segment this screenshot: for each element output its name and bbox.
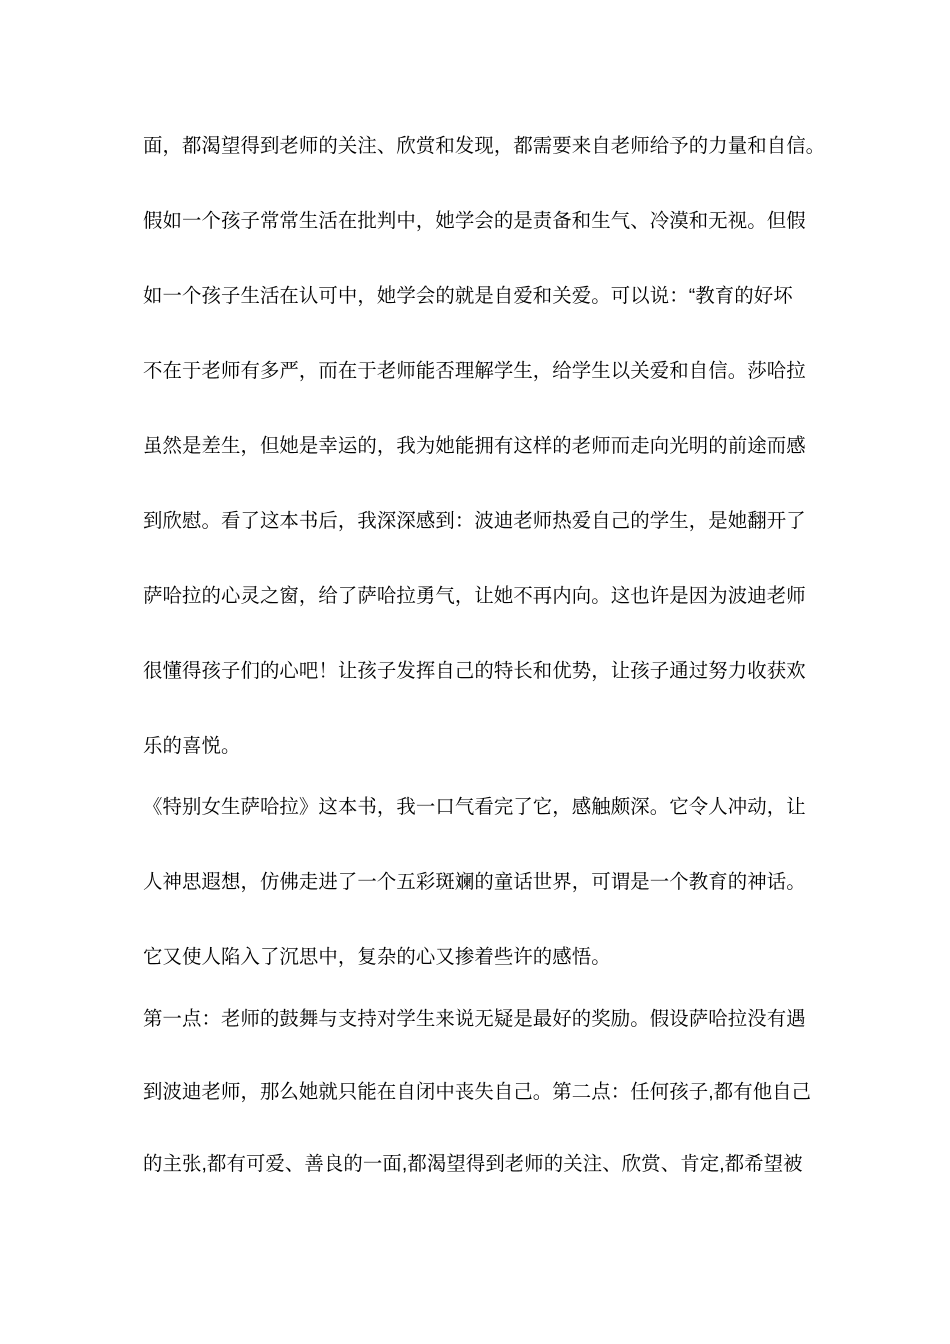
text-line: 萨哈拉的心灵之窗，给了萨哈拉勇气，让她不再内向。这也许是因为波迪老师 [143, 585, 806, 607]
paragraph-1 [143, 109, 825, 784]
paragraph-3 [143, 983, 825, 1201]
text-line: 面，都渴望得到老师的关注、欣赏和发现，都需要来自老师给予的力量和自信。 [143, 135, 826, 157]
text-line: 第一点：老师的鼓舞与支持对学生来说无疑是最好的奖励。假设萨哈拉没有遇 [143, 1008, 806, 1030]
text-line: 虽然是差生，但她是幸运的，我为她能拥有这样的老师而走向光明的前途而感 [143, 435, 806, 457]
text-line: 乐的喜悦。 [143, 735, 241, 757]
text-line: 如一个孩子生活在认可中，她学会的就是自爱和关爱。可以说：“教育的好坏 [143, 285, 793, 307]
text-line: 人神思遐想，仿佛走进了一个五彩斑斓的童话世界，可谓是一个教育的神话。 [143, 871, 806, 893]
text-line: 到欣慰。看了这本书后，我深深感到：波迪老师热爱自己的学生，是她翻开了 [143, 510, 806, 532]
text-line: 《特别女生萨哈拉》这本书，我一口气看完了它，感触颇深。它令人冲动，让 [143, 796, 806, 818]
text-line: 不在于老师有多严，而在于老师能否理解学生，给学生以关爱和自信。莎哈拉 [143, 360, 806, 382]
text-line: 的主张,都有可爱、善良的一面,都渴望得到老师的关注、欣赏、肯定,都希望被 [143, 1153, 803, 1175]
text-line: 假如一个孩子常常生活在批判中，她学会的是责备和生气、冷漠和无视。但假 [143, 210, 806, 232]
text-line: 它又使人陷入了沉思中，复杂的心又掺着些许的感悟。 [143, 946, 611, 968]
paragraph-2 [143, 770, 825, 995]
text-line: 很懂得孩子们的心吧！让孩子发挥自己的特长和优势，让孩子通过努力收获欢 [143, 660, 806, 682]
text-line: 到波迪老师，那么她就只能在自闭中丧失自己。第二点：任何孩子,都有他自己 [143, 1080, 812, 1103]
